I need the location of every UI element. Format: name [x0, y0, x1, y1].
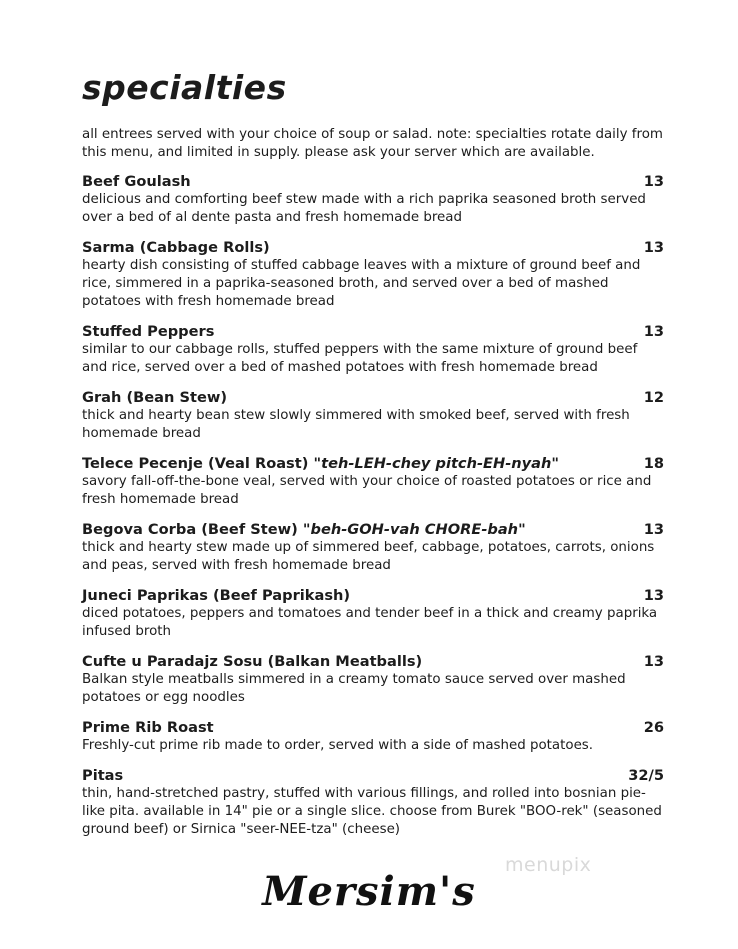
- item-price: 12: [643, 389, 664, 406]
- menu-item-telece-pecenje: [82, 454, 664, 509]
- menu-item-stuffed-peppers: [82, 322, 664, 377]
- item-description: delicious and comforting beef stew made with a rich paprika seasoned broth served over a bed of al dente pasta and fresh homemade bread: [82, 192, 646, 225]
- item-price: 13: [643, 173, 664, 190]
- item-description: thin, hand-stretched pastry, stuffed with various fillings, and rolled into bosnian pie-like pita. available in 14" pie or a single slice. choose from Burek "BOO-rek" (seasoned ground beef) or Sirnica "seer-NEE-tza" (cheese): [82, 786, 662, 837]
- menu-item-juneci-paprikas: [82, 586, 664, 641]
- item-price: 13: [643, 587, 664, 604]
- item-description: similar to our cabbage rolls, stuffed peppers with the same mixture of ground beef and rice, served over a bed of mashed potatoes with fresh homemade bread: [82, 342, 638, 375]
- item-price: 13: [643, 653, 664, 670]
- item-description: Balkan style meatballs simmered in a creamy tomato sauce served over mashed potatoes or egg noodles: [82, 672, 626, 705]
- menu-item-beef-goulash: [82, 172, 664, 227]
- menu-page: [82, 68, 664, 850]
- item-description: thick and hearty stew made up of simmered beef, cabbage, potatoes, carrots, onions and peas, served with fresh homemade bread: [82, 540, 655, 573]
- menu-item-pitas: [82, 766, 664, 839]
- restaurant-logo: Mersim's: [262, 868, 476, 915]
- item-name: Stuffed Peppers: [82, 323, 215, 340]
- menu-item-sarma: [82, 238, 664, 311]
- page-title: specialties: [82, 68, 287, 107]
- item-description: hearty dish consisting of stuffed cabbage leaves with a mixture of ground beef and rice, simmered in a paprika-seasoned broth, and served over a bed of mashed potatoes with fresh homemade bread: [82, 258, 641, 309]
- item-price: 32/5: [628, 767, 664, 784]
- item-price: 13: [643, 323, 664, 340]
- menupix-watermark: menupix: [505, 854, 592, 876]
- item-name: Beef Goulash: [82, 173, 191, 190]
- item-price: 13: [643, 521, 664, 538]
- item-description: savory fall-off-the-bone veal, served with your choice of roasted potatoes or rice and fresh homemade bread: [82, 474, 652, 507]
- item-name: Grah (Bean Stew): [82, 389, 228, 406]
- item-name: Prime Rib Roast: [82, 719, 214, 736]
- item-name: Cufte u Paradajz Sosu (Balkan Meatballs): [82, 653, 423, 670]
- item-pronunciation: "teh-LEH-chey pitch-EH-nyah": [313, 455, 559, 472]
- menu-item-cufte: [82, 652, 664, 707]
- menu-item-begova-corba: [82, 520, 664, 575]
- item-name: Pitas: [82, 767, 124, 784]
- item-name: Juneci Paprikas (Beef Paprikash): [82, 587, 351, 604]
- item-price: 26: [643, 719, 664, 736]
- item-price: 13: [643, 239, 664, 256]
- intro-note: all entrees served with your choice of soup or salad. note: specialties rotate daily from this menu, and limited in supply. please ask your server which are available.: [82, 127, 663, 160]
- item-name: Begova Corba (Beef Stew) "beh-GOH-vah CHORE-bah": [82, 521, 526, 538]
- menu-item-grah: [82, 388, 664, 443]
- menu-item-prime-rib: [82, 718, 664, 755]
- item-name: Sarma (Cabbage Rolls): [82, 239, 270, 256]
- item-name: Telece Pecenje (Veal Roast) "teh-LEH-chey pitch-EH-nyah": [82, 455, 559, 472]
- item-description: Freshly-cut prime rib made to order, served with a side of mashed potatoes.: [82, 738, 594, 753]
- item-price: 18: [643, 455, 664, 472]
- item-pronunciation: "beh-GOH-vah CHORE-bah": [302, 521, 526, 538]
- item-description: diced potatoes, peppers and tomatoes and tender beef in a thick and creamy paprika infused broth: [82, 606, 658, 639]
- item-description: thick and hearty bean stew slowly simmered with smoked beef, served with fresh homemade bread: [82, 408, 630, 441]
